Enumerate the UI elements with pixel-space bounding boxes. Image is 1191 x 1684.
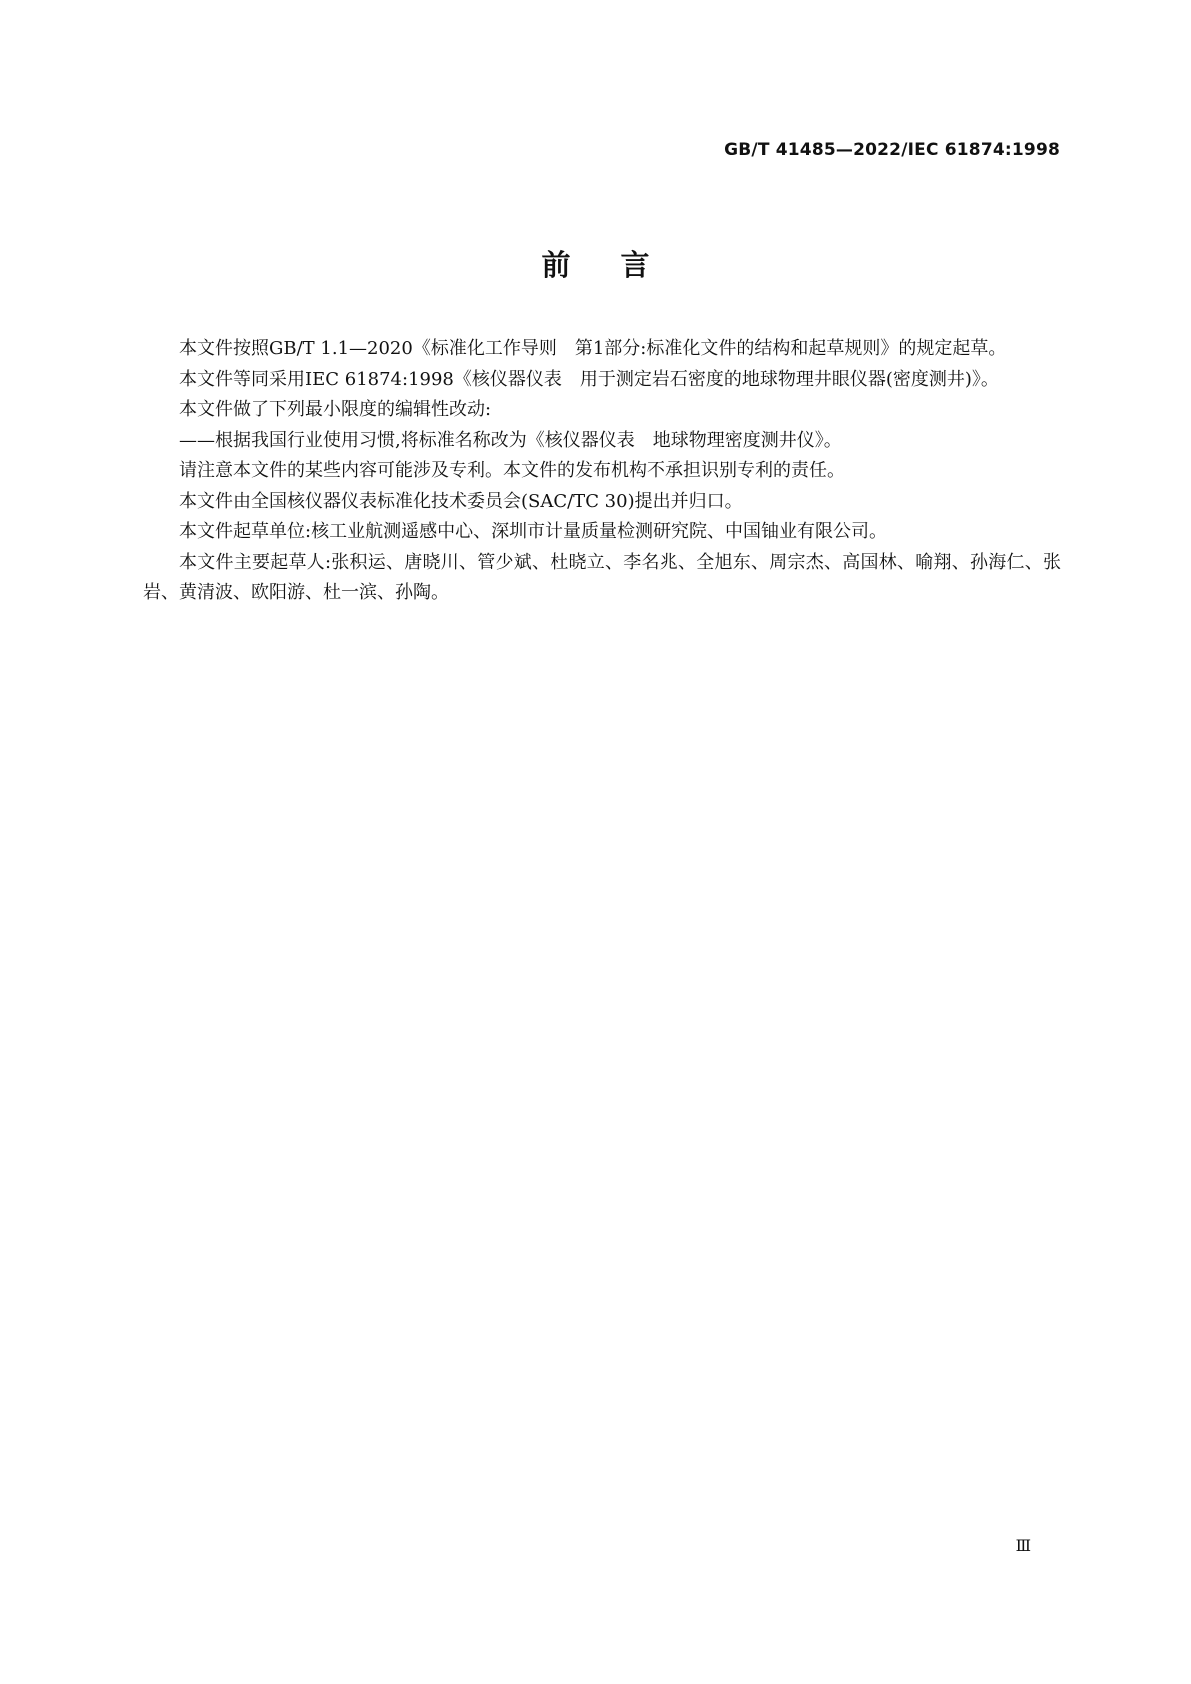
- page-title: 前言: [541, 248, 700, 282]
- paragraph-proposer: 本文件由全国核仪器仪表标准化技术委员会(SAC/TC 30)提出并归口。: [179, 490, 743, 512]
- paragraph-patent-notice: 请注意本文件的某些内容可能涉及专利。本文件的发布机构不承担识别专利的责任。: [179, 460, 845, 481]
- standard-code-header: GB/T 41485—2022/IEC 61874:1998: [724, 140, 1060, 160]
- paragraph-drafting-rules: 本文件按照GB/T 1.1—2020《标准化工作导则 第1部分:标准化文件的结构和起草规则》的规定起草。: [179, 338, 1007, 359]
- paragraph-adoption: 本文件等同采用IEC 61874:1998《核仪器仪表 用于测定岩石密度的地球物理井眼仪器(密度测井)》。: [179, 368, 999, 390]
- paragraph-editorial-changes: 本文件做了下列最小限度的编辑性改动:: [179, 399, 492, 420]
- paragraph-change-item: ——根据我国行业使用习惯,将标准名称改为《核仪器仪表 地球物理密度测井仪》。: [179, 429, 842, 451]
- paragraph-drafters: 本文件主要起草人:张积运、唐晓川、管少斌、杜晓立、李名兆、全旭东、周宗杰、高国林、喻翔、孙海仁、张岩、黄清波、欧阳游、杜一滨、孙陶。: [143, 551, 1061, 603]
- preface-body: [143, 334, 1061, 609]
- page-number: Ⅲ: [1015, 1536, 1031, 1555]
- paragraph-drafting-units: 本文件起草单位:核工业航测遥感中心、深圳市计量质量检测研究院、中国铀业有限公司。: [179, 521, 888, 542]
